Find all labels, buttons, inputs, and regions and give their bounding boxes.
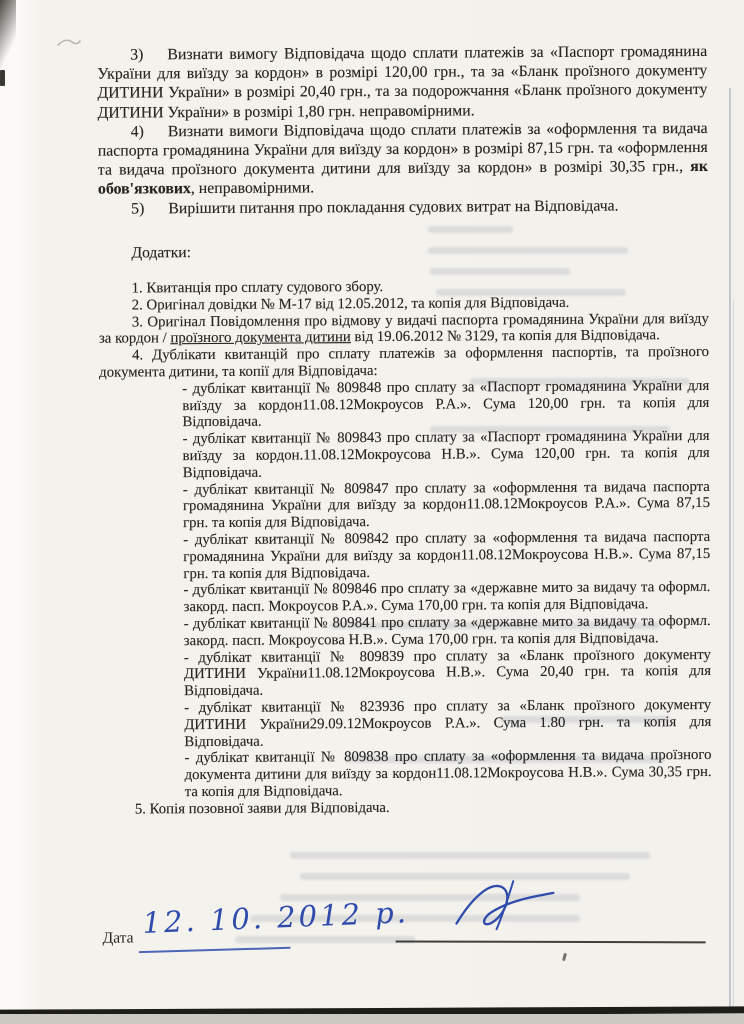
- attachment-item: 2. Оригінал довідки № М-17 від 12.05.2012, та копія для Відповідача.: [131, 294, 570, 314]
- signature: [450, 875, 570, 942]
- petition-item: 5) Вирішити питання про покладання судових витрат на Відповідача.: [131, 197, 619, 218]
- receipt-item: - дублікат квитанції № 809842 про сплату за «оформлення та видача паспорта громадянина України для виїзду за кордон11.08.12Мокроусова Н.В.». Сума 87,15 грн. та копія для Відповідача.: [183, 528, 711, 582]
- attachments-heading: Додатки:: [131, 244, 191, 262]
- petition-section: [97, 42, 708, 219]
- receipt-item: - дублікат квитанції № 809847 про сплату за «оформлення та видача паспорта громадянина України для виїзду за кордон11.08.12Мокроусов Р.А.». Сума 87,15 грн. та копія для Відповідача.: [182, 478, 711, 532]
- attachment-item: 3. Оригінал Повідомлення про відмову у видачі паспорта громадянина України для виїзду за кордон / проїзного документа дитини від 19.06.2012 № 3129, та копія для Відповідача.: [98, 310, 709, 348]
- receipt-item: - дублікат квитанції № 823936 про сплату за «Бланк проїзного документу ДИТИНИ України29.09.12Мокроусов Р.А.». Сума 1.80 грн. та копія для Відповідача.: [184, 696, 712, 750]
- receipt-item: - дублікат квитанції № 809841 про сплату за «державне мито за видачу та оформл. закорд. пасп. Мокроусова Н.В.». Сума 170,00 грн. та копія для Відповідача.: [183, 612, 711, 649]
- handwritten-date: 12. 10. 2012 р.: [141, 895, 410, 941]
- receipt-item: - дублікат квитанції № 809839 про сплату за «Бланк проїзного документу ДИТИНИ України11.08.12Мокроусова Н.В.». Сума 20,40 грн. та копія для Відповідача.: [183, 646, 712, 700]
- attachment-item: 5. Копія позовної заяви для Відповідача.: [134, 799, 390, 818]
- petition-item: 4) Визнати вимоги Відповідача щодо сплати платежів за «оформлення та видача паспорта громадянина України для виїзду за кордон» в розмірі 87,15 грн. та «оформлення та видача проїзного документа дитини для виїзду за кордон» в розмірі 30,35 грн., як обов'язкових, неправомірними.: [97, 119, 708, 199]
- receipt-item: - дублікат квитанції № 809838 про сплату за «оформлення та видача проїзного документа дитини для виїзду за кордон11.08.12Мокроусова Н.В.». Сума 30,35 грн. та копія для Відповідача.: [184, 747, 712, 801]
- receipt-item: - дублікат квитанції № 809843 про сплату за «Паспорт громадянина України для виїзду за кордон.11.08.12Мокроусова Н.В.». Сума 120,00 грн. та копія для Відповідача.: [182, 428, 710, 481]
- attachment-item: 1. Квитанція про сплату судового збору.: [131, 278, 384, 297]
- receipt-item: - дублікат квитанції № 809846 про сплату за «державне мито за видачу та оформл. закорд. пасп. Мокроусов Р.А.». Сума 170,00 грн. та копія для Відповідача.: [183, 579, 711, 616]
- attachments-section: [99, 277, 712, 818]
- signature-line: [396, 941, 706, 944]
- date-underline: [139, 947, 291, 954]
- attachment-item: 4. Дублікати квитанцій про сплату платежів за оформлення паспортів, та проїзного документа дитини, та копії для Відповідача:: [99, 344, 710, 381]
- receipt-item: - дублікат квитанції № 809848 про сплату за «Паспорт громадянина України для виїзду за кордон11.08.12Мокроусов Р.А.». Сума 120,00 грн. та копія для Відповідача.: [182, 377, 710, 431]
- petition-item: 3) Визнати вимогу Відповідача щодо сплати платежів за «Паспорт громадянина України для виїзду за кордон» в розмірі 120,00 грн., та за «Бланк проїзного документу ДИТИНИ України» в розмірі 20,40 грн., та за подорожчання «Бланк проїзного документу ДИТИНИ України» в розмірі 1,80 грн. неправомірними.: [97, 42, 708, 122]
- date-label: Дата: [102, 929, 134, 947]
